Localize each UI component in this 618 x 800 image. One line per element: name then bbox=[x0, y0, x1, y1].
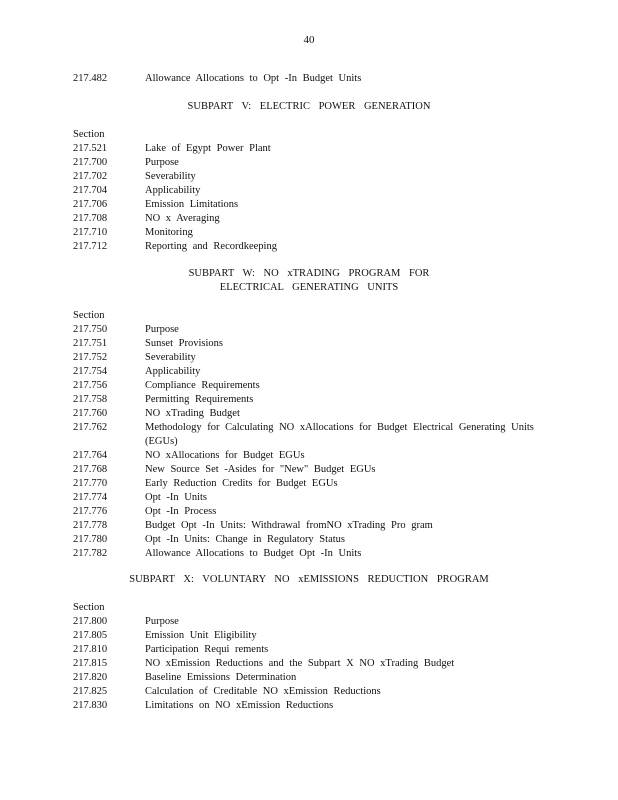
section-number: 217.780 bbox=[73, 534, 108, 545]
section-title: Baseline Emissions Determination bbox=[145, 672, 297, 683]
section-title: Purpose bbox=[145, 616, 179, 627]
top-entry bbox=[0, 72, 618, 86]
subpart-heading: SUBPART W: NO xTRADING PROGRAM FOR bbox=[188, 268, 430, 279]
section-number: 217.710 bbox=[73, 227, 108, 238]
section-number: 217.820 bbox=[73, 672, 108, 683]
section-title: Applicability bbox=[145, 366, 201, 377]
section-number: 217.830 bbox=[73, 700, 108, 711]
section-number: 217.805 bbox=[73, 630, 108, 641]
section-title: Permitting Requirements bbox=[145, 394, 254, 405]
section-title: Budget Opt -In Units: Withdrawal fromNO xTrading Pro gram bbox=[145, 520, 433, 531]
section-number: 217.700 bbox=[73, 157, 108, 168]
section-number: 217.752 bbox=[73, 352, 108, 363]
section-number: 217.758 bbox=[73, 394, 108, 405]
section-title: Opt -In Units bbox=[145, 492, 207, 503]
section-title: Emission Limitations bbox=[145, 199, 239, 210]
section-number: 217.751 bbox=[73, 338, 108, 349]
section-number: 217.521 bbox=[73, 143, 108, 154]
section-title: Emission Unit Eligibility bbox=[145, 630, 257, 641]
section-number: 217.704 bbox=[73, 185, 108, 196]
section-title: NO xTrading Budget bbox=[145, 408, 240, 419]
subpart-x bbox=[0, 573, 618, 713]
section-title: NO x Averaging bbox=[145, 213, 220, 224]
subpart-w bbox=[0, 267, 618, 561]
section-number: 217.750 bbox=[73, 324, 108, 335]
subpart-v bbox=[0, 100, 618, 254]
section-label: Section bbox=[73, 129, 105, 140]
section-title: Allowance Allocations to Opt -In Budget Units bbox=[145, 73, 362, 84]
section-number: 217.776 bbox=[73, 506, 108, 517]
section-number: 217.764 bbox=[73, 450, 108, 461]
section-title: Sunset Provisions bbox=[145, 338, 223, 349]
section-title: Severability bbox=[145, 352, 196, 363]
section-title: Allowance Allocations to Budget Opt -In Units bbox=[145, 548, 362, 559]
section-number: 217.774 bbox=[73, 492, 108, 503]
section-label: Section bbox=[73, 310, 105, 321]
section-title: NO xAllocations for Budget EGUs bbox=[145, 450, 305, 461]
section-title: Early Reduction Credits for Budget EGUs bbox=[145, 478, 338, 489]
section-title: NO xEmission Reductions and the Subpart X NO xTrading Budget bbox=[145, 658, 455, 669]
section-number: 217.825 bbox=[73, 686, 108, 697]
section-title: Calculation of Creditable NO xEmission Reductions bbox=[145, 686, 381, 697]
section-title: Severability bbox=[145, 171, 196, 182]
section-title: Purpose bbox=[145, 324, 179, 335]
subpart-heading: SUBPART V: ELECTRIC POWER GENERATION bbox=[187, 101, 431, 112]
section-number: 217.482 bbox=[73, 73, 108, 84]
section-title: Methodology for Calculating NO xAllocations for Budget Electrical Generating Units (EGUs) bbox=[145, 422, 534, 447]
subpart-heading: SUBPART X: VOLUNTARY NO xEMISSIONS REDUCTION PROGRAM bbox=[129, 574, 489, 585]
section-number: 217.770 bbox=[73, 478, 108, 489]
page-number: 40 bbox=[303, 34, 315, 46]
section-number: 217.778 bbox=[73, 520, 108, 531]
section-number: 217.800 bbox=[73, 616, 108, 627]
section-title: Opt -In Process bbox=[145, 506, 217, 517]
section-title: Applicability bbox=[145, 185, 201, 196]
section-number: 217.782 bbox=[73, 548, 108, 559]
section-number: 217.762 bbox=[73, 422, 108, 433]
section-number: 217.756 bbox=[73, 380, 108, 391]
subpart-heading-line2: ELECTRICAL GENERATING UNITS bbox=[219, 282, 399, 293]
section-title: Purpose bbox=[145, 157, 179, 168]
section-number: 217.768 bbox=[73, 464, 108, 475]
section-number: 217.702 bbox=[73, 171, 108, 182]
section-number: 217.810 bbox=[73, 644, 108, 655]
section-label: Section bbox=[73, 602, 105, 613]
section-number: 217.760 bbox=[73, 408, 108, 419]
section-number: 217.708 bbox=[73, 213, 108, 224]
section-title: Lake of Egypt Power Plant bbox=[145, 143, 271, 154]
section-number: 217.712 bbox=[73, 241, 108, 252]
section-title: Opt -In Units: Change in Regulatory Status bbox=[145, 534, 345, 545]
section-number: 217.706 bbox=[73, 199, 108, 210]
section-title: New Source Set -Asides for "New" Budget EGUs bbox=[145, 464, 376, 475]
section-title: Compliance Requirements bbox=[145, 380, 260, 391]
section-title: Monitoring bbox=[145, 227, 193, 238]
section-title: Participation Requi rements bbox=[145, 644, 269, 655]
section-number: 217.754 bbox=[73, 366, 108, 377]
section-number: 217.815 bbox=[73, 658, 108, 669]
section-title: Limitations on NO xEmission Reductions bbox=[145, 700, 334, 711]
section-title: Reporting and Recordkeeping bbox=[145, 241, 277, 252]
